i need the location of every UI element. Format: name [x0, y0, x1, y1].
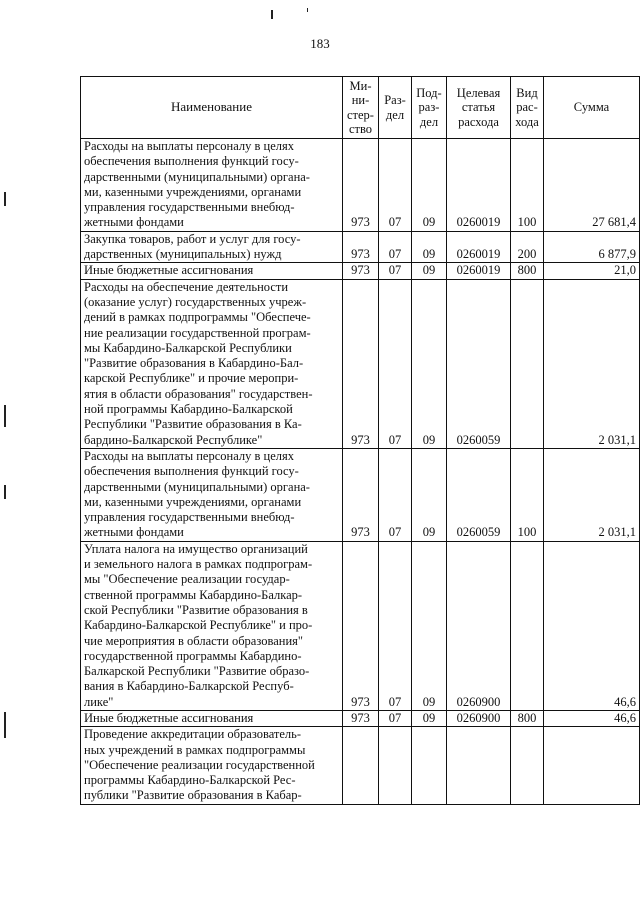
table-row	[81, 279, 640, 448]
table-row	[81, 448, 640, 541]
cell-subsection: 09	[412, 448, 447, 541]
cell-ministry: 973	[343, 279, 379, 448]
header-section: Раз- дел	[379, 77, 412, 139]
scan-mark	[4, 485, 6, 499]
scan-mark	[4, 712, 6, 738]
table-row	[81, 231, 640, 263]
cell-section	[379, 727, 412, 804]
cell-subsection: 09	[412, 279, 447, 448]
header-expense-type: Вид рас- хода	[511, 77, 544, 139]
table-row	[81, 541, 640, 710]
header-row	[81, 77, 640, 139]
cell-sum: 27 681,4	[544, 139, 640, 232]
cell-subsection: 09	[412, 139, 447, 232]
cell-expense-type: 800	[511, 263, 544, 279]
cell-name: Иные бюджетные ассигнования	[81, 710, 343, 726]
cell-section: 07	[379, 139, 412, 232]
cell-ministry: 973	[343, 139, 379, 232]
header-name: Наименование	[81, 77, 343, 139]
cell-sum	[544, 727, 640, 804]
cell-subsection: 09	[412, 710, 447, 726]
cell-subsection: 09	[412, 541, 447, 710]
header-target: Целевая статья расхода	[447, 77, 511, 139]
cell-name: Проведение аккредитации образователь- ных учреждений в рамках подпрограммы "Обеспечение реализации государственной программы Кабардино-Балкарской Рес- публики "Развитие образования в Кабар-	[81, 727, 343, 804]
header-sum: Сумма	[544, 77, 640, 139]
table-row	[81, 263, 640, 279]
cell-section: 07	[379, 279, 412, 448]
cell-target: 0260059	[447, 448, 511, 541]
page-number: 183	[310, 36, 330, 51]
cell-name: Закупка товаров, работ и услуг для госу- дарственных (муниципальных) нужд	[81, 231, 343, 263]
cell-sum: 21,0	[544, 263, 640, 279]
scan-mark	[271, 10, 273, 19]
cell-expense-type: 100	[511, 448, 544, 541]
scan-mark	[4, 192, 6, 206]
cell-expense-type: 100	[511, 139, 544, 232]
cell-target: 0260900	[447, 710, 511, 726]
cell-sum: 6 877,9	[544, 231, 640, 263]
cell-section: 07	[379, 541, 412, 710]
cell-ministry	[343, 727, 379, 804]
cell-sum: 2 031,1	[544, 279, 640, 448]
cell-name: Уплата налога на имущество организаций и земельного налога в рамках подпрограм- мы "Обеспечение реализации государ- ственной программы Кабардино-Балкар- ской Республики "Развитие образования в Кабардино-Балкарской Республике" и про- чие мероприятия в области образования" государственной программы Кабардино- Балкарской Республики "Развитие образо- вания в Кабардино-Балкарской Респуб- лике"	[81, 541, 343, 710]
cell-expense-type: 800	[511, 710, 544, 726]
cell-subsection: 09	[412, 231, 447, 263]
cell-section: 07	[379, 231, 412, 263]
table-row	[81, 710, 640, 726]
cell-subsection: 09	[412, 263, 447, 279]
cell-target: 0260019	[447, 231, 511, 263]
cell-ministry: 973	[343, 231, 379, 263]
cell-sum: 2 031,1	[544, 448, 640, 541]
cell-name: Расходы на выплаты персоналу в целях обеспечения выполнения функций госу- дарственными (муниципальными) органа- ми, казенными учреждениями, органами управления государственными внебюд- жетными фондами	[81, 448, 343, 541]
cell-ministry: 973	[343, 710, 379, 726]
cell-sum: 46,6	[544, 710, 640, 726]
cell-sum: 46,6	[544, 541, 640, 710]
budget-table	[80, 76, 640, 805]
cell-expense-type	[511, 727, 544, 804]
header-ministry: Ми- ни- стер- ство	[343, 77, 379, 139]
cell-expense-type	[511, 541, 544, 710]
cell-expense-type: 200	[511, 231, 544, 263]
header-subsection: Под- раз- дел	[412, 77, 447, 139]
cell-section: 07	[379, 710, 412, 726]
cell-target: 0260019	[447, 263, 511, 279]
cell-target	[447, 727, 511, 804]
cell-subsection	[412, 727, 447, 804]
scan-mark	[4, 405, 6, 427]
cell-target: 0260900	[447, 541, 511, 710]
scan-mark	[307, 8, 308, 12]
table-row	[81, 139, 640, 232]
cell-name: Расходы на выплаты персоналу в целях обеспечения выполнения функций госу- дарственными (муниципальными) органа- ми, казенными учреждениями, органами управления государственными внебюд- жетными фондами	[81, 139, 343, 232]
cell-name: Расходы на обеспечение деятельности (оказание услуг) государственных учреж- дений в рамках подпрограммы "Обеспече- ние реализации государственной програм- мы Кабардино-Балкарской Республики "Развитие образования в Кабардино-Бал- карской Республике" и прочие меропри- ятия в области образования" государствен- ной программы Кабардино-Балкарской Республики "Развитие образования в Ка- бардино-Балкарской Республике"	[81, 279, 343, 448]
cell-name: Иные бюджетные ассигнования	[81, 263, 343, 279]
cell-ministry: 973	[343, 263, 379, 279]
cell-ministry: 973	[343, 448, 379, 541]
table-row	[81, 727, 640, 804]
cell-section: 07	[379, 263, 412, 279]
cell-ministry: 973	[343, 541, 379, 710]
cell-expense-type	[511, 279, 544, 448]
cell-target: 0260019	[447, 139, 511, 232]
cell-target: 0260059	[447, 279, 511, 448]
cell-section: 07	[379, 448, 412, 541]
